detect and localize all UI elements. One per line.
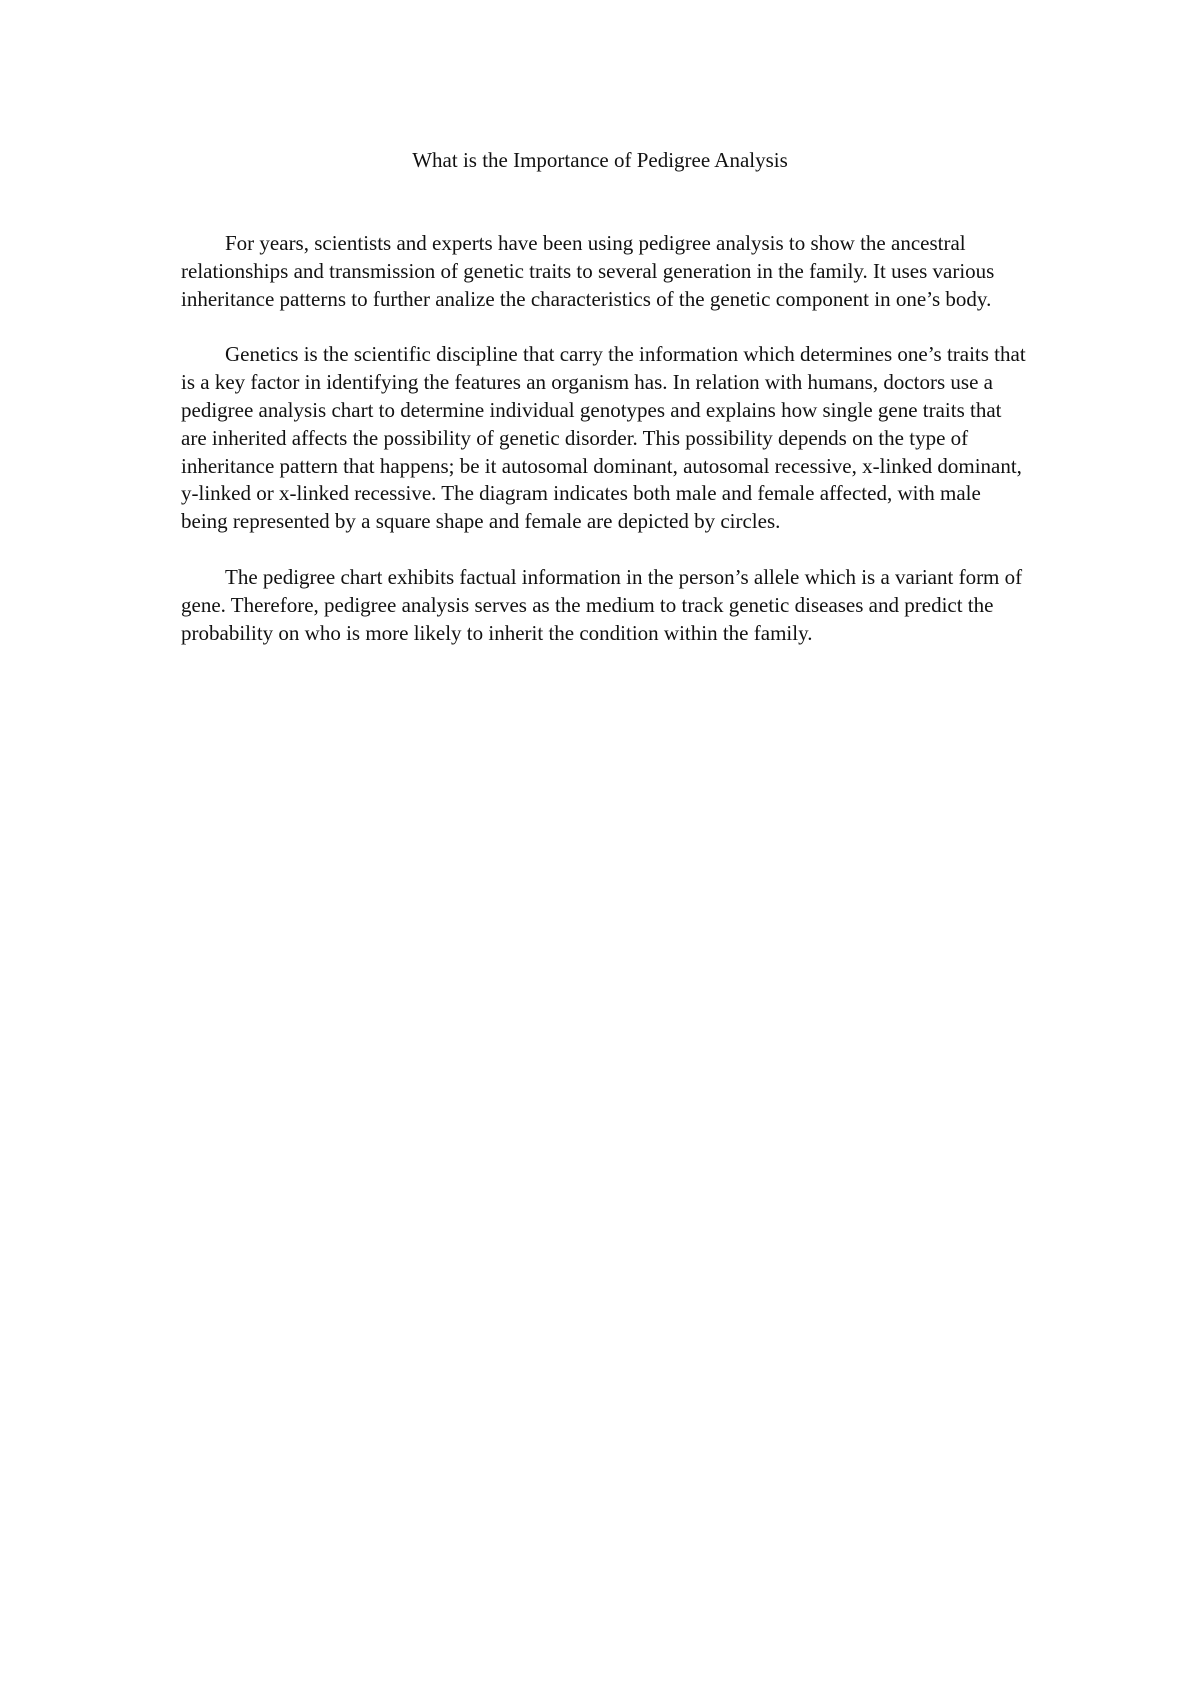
paragraph-1: For years, scientists and experts have been using pedigree analysis to show the ancestral relationships and transmission of genetic traits to several generation in the family. It uses various inheritance patterns to further analize the characteristics of the genetic component in one’s body. [181,231,995,311]
paragraph-3: The pedigree chart exhibits factual information in the person’s allele which is a variant form of gene. Therefore, pedigree analysis serves as the medium to track genetic diseases and predict the probability on who is more likely to inherit the condition within the family. [181,564,1023,645]
document-body [181,230,1030,675]
paragraph-2: Genetics is the scientific discipline that carry the information which determines one’s traits that is a key factor in identifying the features an organism has. In relation with humans, doctors use a pedigree analysis chart to determine individual genotypes and explains how single gene traits that are inherited affects the possibility of genetic disorder. This possibility depends on the type of inheritance pattern that happens; be it autosomal dominant, autosomal recessive, x-linked dominant, y-linked or x-linked recessive. The diagram indicates both male and female affected, with male being represented by a square shape and female are depicted by circles. [181,342,1026,534]
document-title: What is the Importance of Pedigree Analysis [412,148,788,172]
